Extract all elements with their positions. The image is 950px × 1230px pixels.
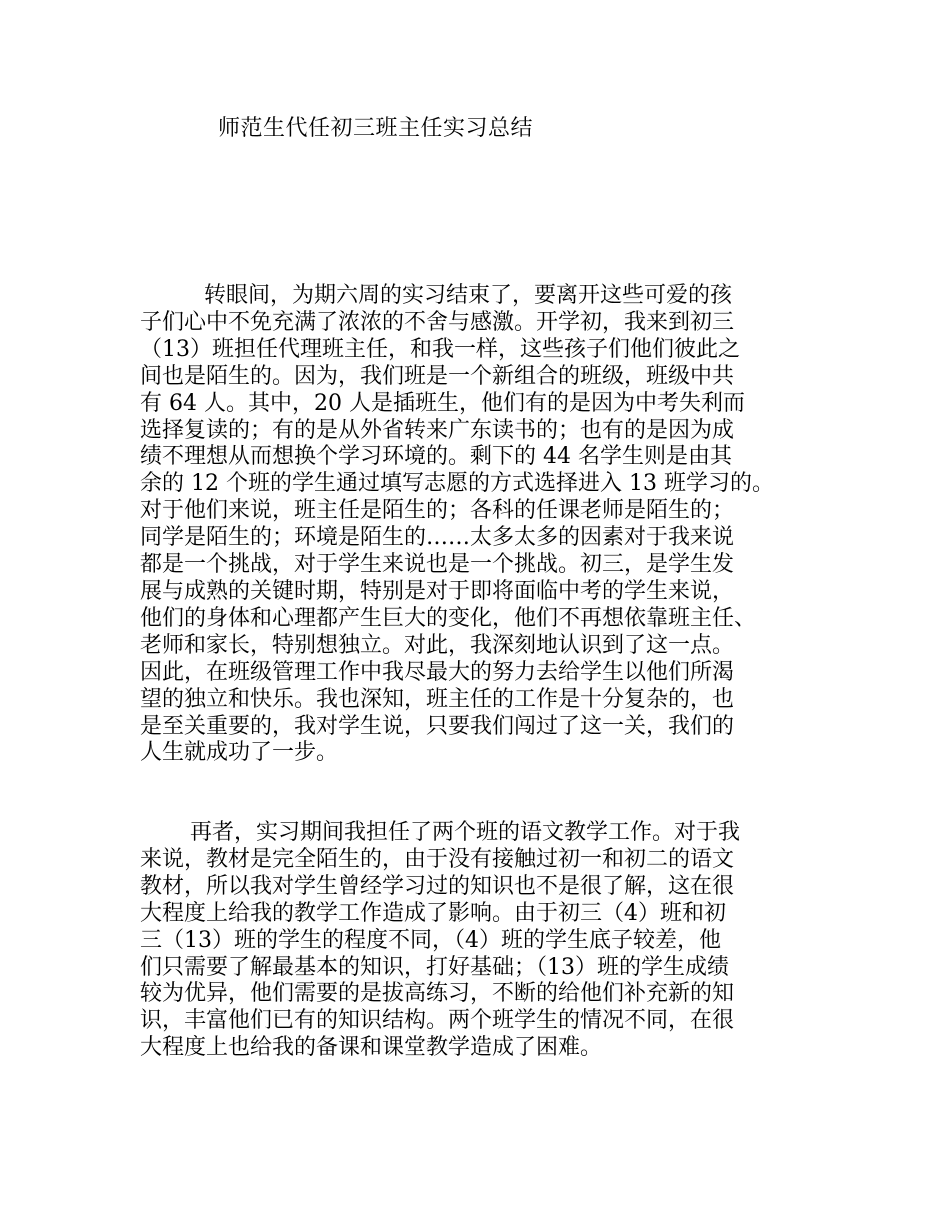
paragraph-line: 选择复读的；有的是从外省转来广东读书的；也有的是因为成	[140, 417, 735, 443]
paragraph-line: 望的独立和快乐。我也深知，班主任的工作是十分复杂的，也	[140, 686, 735, 712]
paragraph-line: 们只需要了解最基本的知识，打好基础；（13）班的学生成绩	[140, 954, 729, 980]
paragraph-line: 都是一个挑战，对于学生来说也是一个挑战。初三，是学生发	[140, 552, 735, 578]
paragraph-line: 对于他们来说，班主任是陌生的；各科的任课老师是陌生的；	[140, 498, 735, 524]
paragraph-line: 他们的身体和心理都产生巨大的变化，他们不再想依靠班主任、	[140, 605, 757, 631]
paragraph-line: 间也是陌生的。因为，我们班是一个新组合的班级，班级中共	[140, 363, 735, 389]
paragraph-line: 人生就成功了一步。	[140, 740, 339, 766]
paragraph-2	[140, 820, 840, 1062]
paragraph-line: 来说，教材是完全陌生的，由于没有接触过初一和初二的语文	[140, 846, 735, 872]
paragraph-line: 较为优异，他们需要的是拔高练习，不断的给他们补充新的知	[140, 981, 735, 1007]
paragraph-line: 是至关重要的，我对学生说，只要我们闯过了这一关，我们的	[140, 713, 735, 739]
document-title: 师范生代任初三班主任实习总结	[218, 116, 534, 141]
paragraph-line: 大程度上也给我的备课和课堂教学造成了困难。	[140, 1035, 603, 1061]
paragraph-line: 绩不理想从而想换个学习环境的。剩下的 44 名学生则是由其	[140, 444, 732, 470]
paragraph-line: 有 64 人。其中，20 人是插班生，他们有的是因为中考失利而	[140, 390, 745, 416]
paragraph-1	[140, 283, 840, 767]
paragraph-line: 大程度上给我的教学工作造成了影响。由于初三（4）班和初	[140, 900, 726, 926]
paragraph-line: 子们心中不免充满了浓浓的不舍与感激。开学初，我来到初三	[140, 309, 735, 335]
paragraph-line: 同学是陌生的；环境是陌生的……太多太多的因素对于我来说	[140, 525, 735, 551]
paragraph-line: 展与成熟的关键时期，特别是对于即将面临中考的学生来说，	[140, 578, 735, 604]
paragraph-line: （13）班担任代理班主任，和我一样，这些孩子们他们彼此之	[140, 336, 740, 362]
paragraph-line: 识，丰富他们已有的知识结构。两个班学生的情况不同，在很	[140, 1008, 735, 1034]
paragraph-line: 余的 12 个班的学生通过填写志愿的方式选择进入 13 班学习的。	[140, 471, 774, 497]
paragraph-line: 老师和家长，特别想独立。对此，我深刻地认识到了这一点。	[140, 632, 735, 658]
paragraph-line: 三（13）班的学生的程度不同，（4）班的学生底子较差，他	[140, 927, 721, 953]
paragraph-line: 教材，所以我对学生曾经学习过的知识也不是很了解，这在很	[140, 873, 735, 899]
paragraph-line: 再者，实习期间我担任了两个班的语文教学工作。对于我	[190, 820, 741, 845]
paragraph-line: 因此，在班级管理工作中我尽最大的努力去给学生以他们所渴	[140, 659, 735, 685]
paragraph-line: 转眼间，为期六周的实习结束了，要离开这些可爱的孩	[204, 283, 733, 308]
